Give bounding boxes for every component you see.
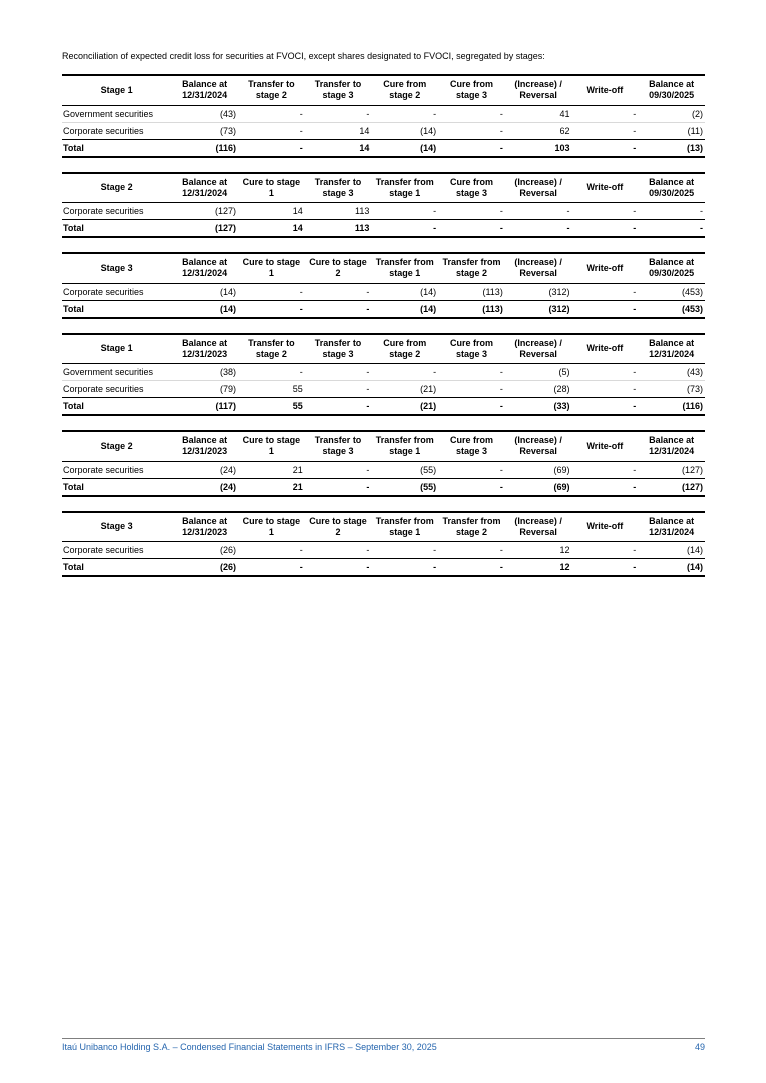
column-header: Balance at 12/31/2023: [171, 334, 238, 364]
column-header: Balance at 12/31/2024: [171, 75, 238, 105]
cell-value: 14: [305, 139, 372, 157]
cell-value: (14): [219, 286, 236, 297]
cell-value: (5): [558, 367, 570, 377]
column-header: Balance at 12/31/2024: [171, 253, 238, 283]
row-label: Corporate securities: [63, 464, 144, 475]
column-header: Write-off: [572, 173, 639, 203]
total-row: [62, 220, 705, 238]
column-header: Transfer from stage 2: [438, 512, 505, 542]
table-row: [62, 283, 705, 300]
column-header: Balance at 09/30/2025: [638, 173, 705, 203]
cell-value: 14: [238, 220, 305, 238]
column-header: Balance at 12/31/2024: [638, 431, 705, 461]
cell-value: -: [566, 206, 570, 216]
cell-value: 55: [238, 398, 305, 416]
cell-value: (43): [686, 367, 703, 377]
column-header: Transfer from stage 1: [371, 431, 438, 461]
cell-value: 113: [355, 206, 370, 216]
cell-value: -: [433, 206, 437, 216]
row-label: Total: [62, 398, 171, 416]
cell-value: -: [572, 381, 639, 398]
column-header: (Increase) / Reversal: [505, 431, 572, 461]
cell-value: (453): [681, 286, 703, 297]
cell-value: -: [633, 286, 637, 297]
row-label: Total: [62, 220, 171, 238]
cell-value: -: [366, 108, 370, 119]
cell-value: (69): [505, 478, 572, 496]
column-header: Cure from stage 2: [371, 334, 438, 364]
column-header: Transfer to stage 3: [305, 173, 372, 203]
total-row: [62, 478, 705, 496]
cell-value: (55): [420, 464, 437, 475]
reconciliation-table-stage-1-current-period: [62, 74, 705, 158]
cell-value: (21): [371, 398, 438, 416]
cell-value: -: [638, 220, 705, 238]
cell-value: (55): [371, 478, 438, 496]
cell-value: (453): [638, 300, 705, 318]
column-header: Cure to stage 1: [238, 173, 305, 203]
column-header: Cure to stage 2: [305, 512, 372, 542]
column-header: Transfer to stage 2: [238, 75, 305, 105]
cell-value: (14): [371, 300, 438, 318]
column-header: (Increase) / Reversal: [505, 334, 572, 364]
row-label: Corporate securities: [63, 286, 144, 297]
cell-value: 62: [505, 122, 572, 139]
row-label: Corporate securities: [63, 206, 144, 216]
footer-document-title: Itaú Unibanco Holding S.A. – Condensed Financial Statements in IFRS – September 30, 2025: [62, 1042, 437, 1052]
cell-value: (26): [171, 559, 238, 577]
cell-value: (127): [214, 206, 236, 216]
cell-value: -: [299, 545, 303, 555]
row-label: Corporate securities: [62, 122, 171, 139]
column-header: Transfer from stage 1: [371, 173, 438, 203]
stage-column-header: Stage 1: [62, 75, 171, 105]
reconciliation-table-stage-2-current-period: [62, 172, 705, 239]
cell-value: -: [238, 122, 305, 139]
table-row: [62, 364, 705, 381]
cell-value: (14): [686, 545, 703, 555]
cell-value: -: [305, 478, 372, 496]
cell-value: (24): [171, 478, 238, 496]
cell-value: 14: [305, 122, 372, 139]
row-label: Total: [62, 300, 171, 318]
cell-value: -: [572, 220, 639, 238]
row-label: Government securities: [63, 108, 154, 119]
cell-value: (11): [638, 122, 705, 139]
cell-value: -: [433, 367, 437, 377]
column-header: Cure from stage 3: [438, 173, 505, 203]
column-header: Balance at 12/31/2023: [171, 512, 238, 542]
stage-tables-container: [62, 74, 705, 591]
cell-value: -: [433, 545, 437, 555]
table-row: [62, 122, 705, 139]
total-row: [62, 300, 705, 318]
cell-value: (14): [638, 559, 705, 577]
cell-value: -: [572, 300, 639, 318]
cell-value: 113: [305, 220, 372, 238]
row-label: Corporate securities: [62, 381, 171, 398]
column-header: Balance at 12/31/2024: [638, 512, 705, 542]
column-header: Cure to stage 1: [238, 431, 305, 461]
table-header-row: [62, 75, 705, 105]
cell-value: (33): [505, 398, 572, 416]
cell-value: (312): [548, 286, 570, 297]
cell-value: -: [572, 139, 639, 157]
column-header: Balance at 09/30/2025: [638, 75, 705, 105]
column-header: Write-off: [572, 334, 639, 364]
column-header: Cure to stage 2: [305, 253, 372, 283]
cell-value: -: [438, 139, 505, 157]
cell-value: -: [371, 220, 438, 238]
cell-value: -: [572, 398, 639, 416]
cell-value: (14): [371, 139, 438, 157]
cell-value: -: [633, 545, 637, 555]
table-header-row: [62, 431, 705, 461]
cell-value: -: [438, 122, 505, 139]
cell-value: 12: [505, 559, 572, 577]
cell-value: -: [299, 108, 303, 119]
cell-value: -: [499, 108, 503, 119]
cell-value: -: [238, 300, 305, 318]
column-header: Balance at 12/31/2024: [171, 173, 238, 203]
stage-column-header: Stage 2: [62, 173, 171, 203]
column-header: Cure to stage 1: [238, 512, 305, 542]
table-row: [62, 203, 705, 220]
column-header: (Increase) / Reversal: [505, 253, 572, 283]
table-header-row: [62, 253, 705, 283]
cell-value: (2): [692, 108, 703, 119]
cell-value: -: [499, 206, 503, 216]
column-header: Write-off: [572, 75, 639, 105]
stage-column-header: Stage 1: [62, 334, 171, 364]
cell-value: (14): [420, 286, 437, 297]
cell-value: (79): [171, 381, 238, 398]
reconciliation-table-stage-3-prior-period: [62, 511, 705, 578]
cell-value: 103: [505, 139, 572, 157]
cell-value: (38): [219, 367, 236, 377]
cell-value: -: [438, 559, 505, 577]
cell-value: (127): [681, 464, 703, 475]
cell-value: -: [499, 367, 503, 377]
intro-text: Reconciliation of expected credit loss for securities at FVOCI, except shares designated to FVOCI, segregated by stages:: [62, 51, 545, 61]
cell-value: (14): [371, 122, 438, 139]
cell-value: -: [438, 398, 505, 416]
cell-value: -: [371, 559, 438, 577]
cell-value: (116): [171, 139, 238, 157]
cell-value: -: [633, 206, 637, 216]
column-header: Write-off: [572, 512, 639, 542]
reconciliation-table-stage-1-prior-period: [62, 333, 705, 417]
column-header: Transfer to stage 3: [305, 75, 372, 105]
cell-value: -: [438, 478, 505, 496]
cell-value: (26): [219, 545, 236, 555]
column-header: Balance at 12/31/2024: [638, 334, 705, 364]
cell-value: -: [633, 367, 637, 377]
cell-value: -: [433, 108, 437, 119]
row-label: Total: [62, 559, 171, 577]
table-header-row: [62, 334, 705, 364]
column-header: Cure from stage 3: [438, 75, 505, 105]
table-header-row: [62, 173, 705, 203]
cell-value: -: [572, 478, 639, 496]
column-header: (Increase) / Reversal: [505, 173, 572, 203]
cell-value: (73): [171, 122, 238, 139]
cell-value: (43): [219, 108, 236, 119]
reconciliation-table-stage-3-current-period: [62, 252, 705, 319]
cell-value: 21: [292, 464, 303, 475]
table-row: [62, 105, 705, 122]
column-header: Transfer to stage 3: [305, 431, 372, 461]
cell-value: (127): [638, 478, 705, 496]
column-header: Cure from stage 2: [371, 75, 438, 105]
cell-value: -: [366, 464, 370, 475]
cell-value: -: [572, 122, 639, 139]
column-header: Write-off: [572, 431, 639, 461]
cell-value: -: [238, 559, 305, 577]
cell-value: -: [499, 464, 503, 475]
cell-value: -: [299, 367, 303, 377]
column-header: Cure from stage 3: [438, 431, 505, 461]
column-header: Balance at 09/30/2025: [638, 253, 705, 283]
page-footer: [62, 1038, 705, 1052]
cell-value: (127): [171, 220, 238, 238]
cell-value: 55: [238, 381, 305, 398]
cell-value: 21: [238, 478, 305, 496]
column-header: Transfer to stage 3: [305, 334, 372, 364]
cell-value: -: [499, 545, 503, 555]
cell-value: -: [366, 367, 370, 377]
column-header: Transfer from stage 1: [371, 253, 438, 283]
cell-value: -: [305, 398, 372, 416]
cell-value: (312): [505, 300, 572, 318]
cell-value: -: [238, 139, 305, 157]
cell-value: (113): [482, 286, 503, 297]
column-header: Transfer from stage 2: [438, 253, 505, 283]
cell-value: 12: [559, 545, 570, 555]
cell-value: 14: [292, 206, 303, 216]
cell-value: (113): [438, 300, 505, 318]
cell-value: (116): [638, 398, 705, 416]
cell-value: 41: [559, 108, 570, 119]
cell-value: -: [438, 220, 505, 238]
cell-value: (14): [171, 300, 238, 318]
cell-value: -: [305, 559, 372, 577]
footer-page-number: 49: [694, 1042, 705, 1052]
column-header: Balance at 12/31/2023: [171, 431, 238, 461]
cell-value: (117): [171, 398, 238, 416]
table-row: [62, 542, 705, 559]
stage-column-header: Stage 3: [62, 512, 171, 542]
total-row: [62, 139, 705, 157]
cell-value: -: [305, 300, 372, 318]
total-row: [62, 559, 705, 577]
table-header-row: [62, 512, 705, 542]
cell-value: -: [700, 206, 703, 216]
stage-column-header: Stage 2: [62, 431, 171, 461]
cell-value: -: [305, 381, 372, 398]
cell-value: (13): [638, 139, 705, 157]
row-label: Government securities: [63, 367, 154, 377]
cell-value: (73): [638, 381, 705, 398]
cell-value: (28): [505, 381, 572, 398]
cell-value: (21): [371, 381, 438, 398]
column-header: (Increase) / Reversal: [505, 75, 572, 105]
cell-value: -: [633, 464, 637, 475]
cell-value: -: [438, 381, 505, 398]
column-header: Cure to stage 1: [238, 253, 305, 283]
cell-value: -: [572, 559, 639, 577]
row-label: Total: [62, 478, 171, 496]
cell-value: -: [299, 286, 303, 297]
total-row: [62, 398, 705, 416]
row-label: Total: [62, 139, 171, 157]
column-header: (Increase) / Reversal: [505, 512, 572, 542]
column-header: Transfer from stage 1: [371, 512, 438, 542]
table-row: [62, 381, 705, 398]
cell-value: -: [366, 286, 370, 297]
cell-value: (69): [553, 464, 570, 475]
cell-value: -: [505, 220, 572, 238]
column-header: Transfer to stage 2: [238, 334, 305, 364]
cell-value: -: [366, 545, 370, 555]
row-label: Corporate securities: [63, 545, 144, 555]
column-header: Cure from stage 3: [438, 334, 505, 364]
column-header: Write-off: [572, 253, 639, 283]
stage-column-header: Stage 3: [62, 253, 171, 283]
cell-value: (24): [219, 464, 236, 475]
table-row: [62, 461, 705, 478]
reconciliation-table-stage-2-prior-period: [62, 430, 705, 497]
cell-value: -: [633, 108, 637, 119]
